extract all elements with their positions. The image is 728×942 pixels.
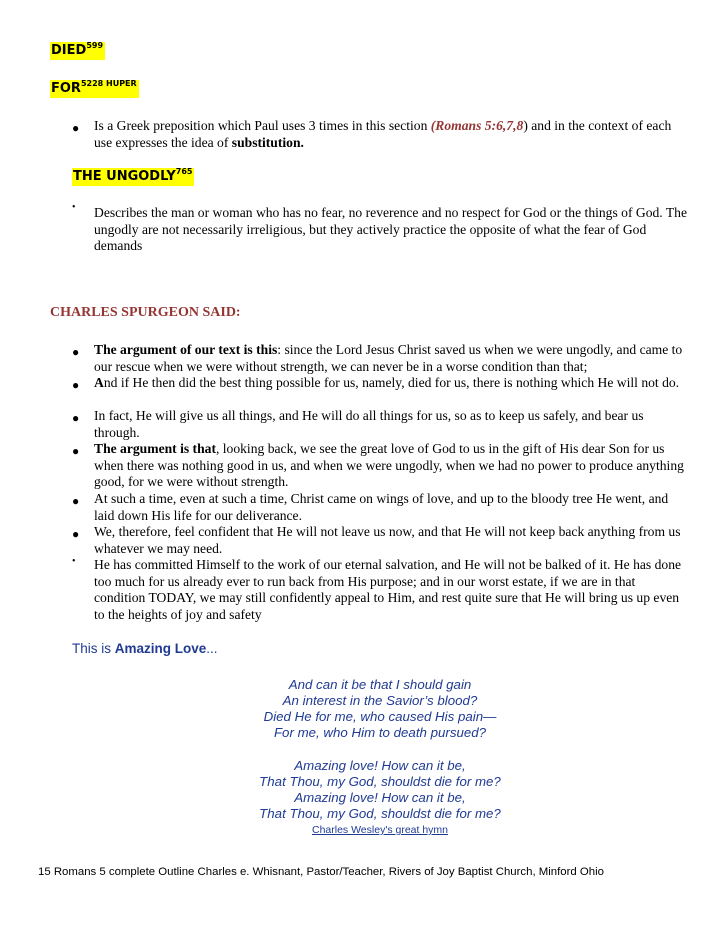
term-ungodly: THE UNGODLY$^{765}$ [73, 167, 193, 184]
bullet-icon: ● [72, 444, 80, 458]
list-item: The argument of our text is this: since the Lord Jesus Christ saved us when we were ungodly, and came to our rescue when we were without strength, we can never be in a worse condition than that; [94, 342, 683, 374]
term-for: $FOR^{5228 HUPER}$ [51, 79, 137, 96]
poem-line: Amazing love! How can it be, [294, 790, 466, 805]
poem-line: Died He for me, who caused His pain— [263, 709, 497, 724]
poem-line: And can it be that I should gain [288, 677, 472, 692]
list-item: And if He then did the best thing possible for us, namely, died for us, there is nothing which He will not do. [94, 375, 680, 390]
list-item: We, therefore, feel confident that He will not leave us now, and that He will not keep back anything from us whatever we may need. [94, 524, 681, 556]
list-item: In fact, He will give us all things, and He will do all things for us, so as to keep us safely, and bear us through. [94, 408, 644, 440]
poem-line: Amazing love! How can it be, [294, 758, 466, 773]
bullet-icon: ● [72, 378, 80, 392]
page-footer: 15 Romans 5 complete Outline Charles e. Whisnant, Pastor/Teacher, Rivers of Joy Baptist Church, Minford Ohio [38, 866, 604, 878]
bullet-icon: ● [72, 121, 80, 135]
hymn-credit-link[interactable]: Charles Wesley's great hymn [311, 824, 449, 836]
poem-line: That Thou, my God, shouldst die for me? [259, 774, 501, 789]
poem-line: For me, who Him to death pursued? [273, 725, 487, 740]
amazing-love-line: This is Amazing Love... [72, 641, 218, 656]
bullet-icon: ● [72, 527, 80, 541]
section-heading: CHARLES SPURGEON SAID: [50, 305, 241, 320]
for-description: Is a Greek preposition which Paul uses 3 times in this section (Romans 5:6,7,8) and in the context of each use expresses the idea of substitution. [94, 118, 672, 150]
list-item: The argument is that, looking back, we see the great love of God to us in the gift of His dear Son for us when there was nothing good in us, and when we were ungodly, when we had no power to produce anything good, for we were without strength. [94, 441, 684, 489]
ungodly-description: Describes the man or woman who has no fear, no reverence and no respect for God or the things of God. The ungodly are not necessarily irreligious, but they actively practice the opposite of what the fear of God demands [94, 205, 687, 253]
bullet-icon: • [72, 202, 76, 213]
poem-line: An interest in the Savior’s blood? [282, 693, 478, 708]
list-item: At such a time, even at such a time, Christ came on wings of love, and up to the bloody tree He went, and laid down His life for our deliverance. [94, 491, 669, 523]
bullet-icon: ● [72, 411, 80, 425]
poem-line: That Thou, my God, shouldst die for me? [259, 806, 501, 821]
bullet-icon: ● [72, 345, 80, 359]
term-died: DIED$^{599}$ [51, 41, 104, 58]
list-item: He has committed Himself to the work of our eternal salvation, and He will not be balked of it. He has done too much for us already ever to run back from His purpose; and in our worst estate, if we are in that condition TODAY, we may still confidently appeal to Him, and rest quite sure that He will bring us up even to the heights of joy and safety [94, 557, 682, 622]
bullet-icon: ● [72, 494, 80, 508]
bullet-icon: • [72, 556, 76, 567]
